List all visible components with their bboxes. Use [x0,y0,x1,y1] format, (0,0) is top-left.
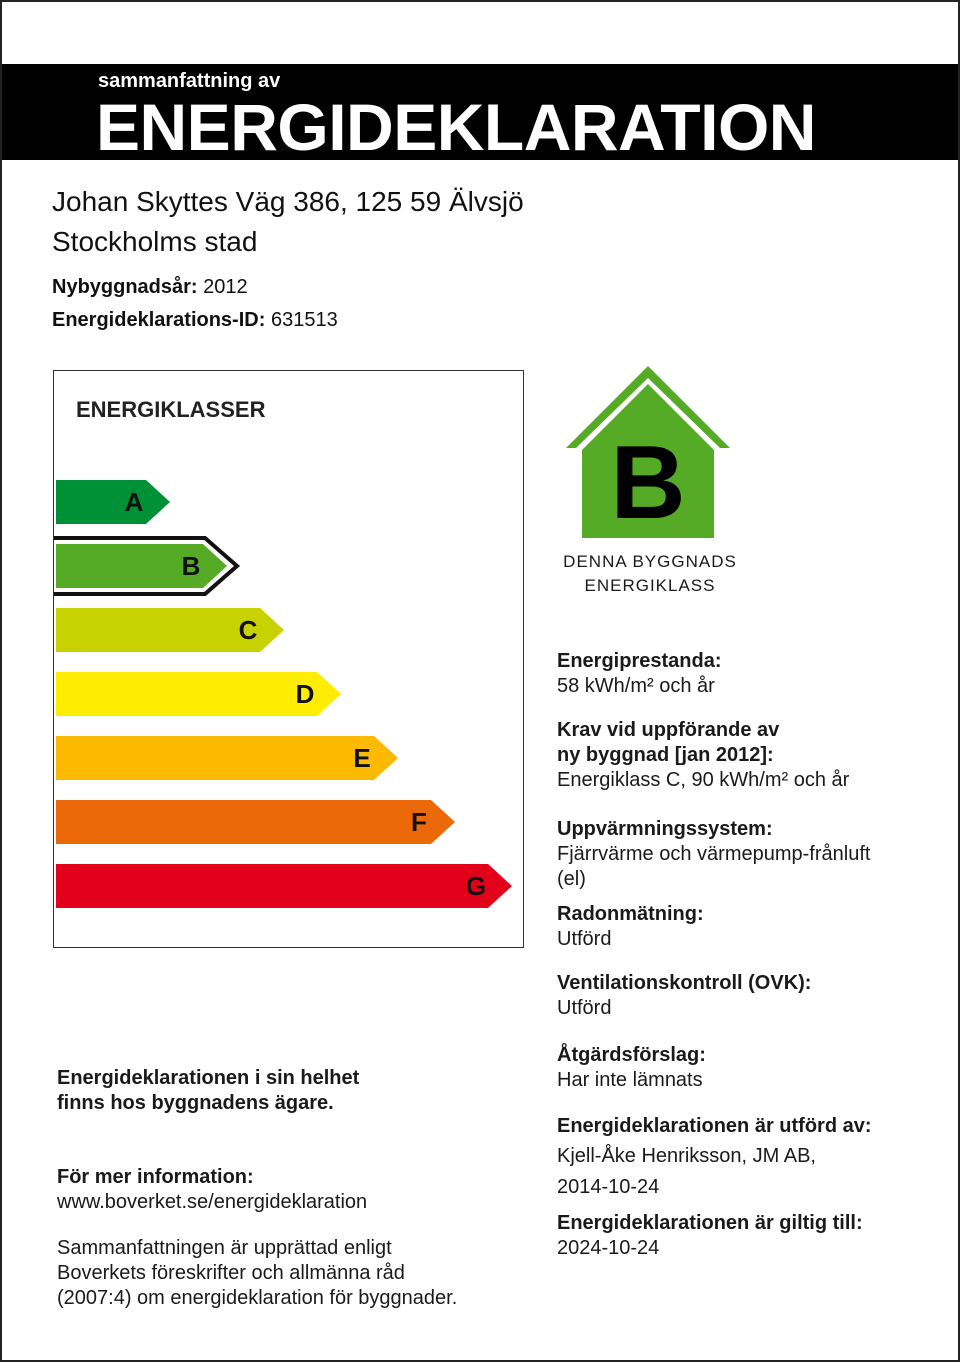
heating-value-line1: Fjärrvärme och värmepump-frånluft [557,843,871,865]
requirement-label-line1: Krav vid uppförande av [557,719,780,741]
ovk-value: Utförd [557,997,612,1019]
energy-class-letter-b: B [181,551,201,581]
valid-value: 2024-10-24 [557,1237,660,1259]
owner-note [57,1066,359,1116]
declaration-id [52,309,338,332]
build-year-label: Nybyggnadsår: [52,276,198,298]
badge-letter: B [610,425,686,541]
energy-class-letter-c: C [238,615,258,645]
energy-class-title: ENERGIKLASSER [76,397,266,422]
more-info-link[interactable]: www.boverket.se/energideklaration [57,1191,368,1213]
address-line2: Stockholms stad [52,226,258,257]
valid-until [557,1211,863,1261]
radon-value: Utförd [557,928,612,950]
owner-note-line2: finns hos byggnadens ägare. [57,1092,334,1114]
owner-note-line1: Energideklarationen i sin helhet [57,1067,360,1089]
energy-class-letter-a: A [124,487,144,517]
heating-label: Uppvärmningssystem: [557,818,773,840]
energy-class-bar-f [56,800,455,844]
performed-by [557,1114,872,1200]
header-subtitle: sammanfattning av [98,70,281,92]
measures-label: Åtgärdsförslag: [557,1044,706,1066]
requirement-label-line2: ny byggnad [jan 2012]: [557,744,774,766]
energy-performance-label: Energiprestanda: [557,650,722,672]
ventilation-control [557,971,811,1021]
energy-class-letter-d: D [295,679,315,709]
valid-label: Energideklarationen är giltig till: [557,1212,863,1234]
header-title: ENERGIDEKLARATION [96,90,816,164]
energy-class-bar-a [56,480,170,524]
energy-class-bars [54,371,525,949]
legal-note [57,1236,457,1311]
new-building-requirement [557,718,849,793]
heating-value-line2: (el) [557,868,586,890]
energy-class-bar-b [56,544,227,588]
legal-note-line2: Boverkets föreskrifter och allmänna råd [57,1262,405,1284]
radon-label: Radonmätning: [557,903,704,925]
badge-caption-line1: DENNA BYGGNADS [563,552,737,571]
legal-note-line3: (2007:4) om energideklaration för byggnader. [57,1287,458,1309]
declaration-id-value: 631513 [270,309,338,331]
build-year-value: 2012 [203,276,248,298]
address-line1: Johan Skyttes Väg 386, 125 59 Älvsjö [52,186,524,217]
ovk-label: Ventilationskontroll (OVK): [557,972,812,994]
measures-value: Har inte lämnats [557,1069,703,1091]
radon-measurement [557,902,704,952]
declaration-id-label: Energideklarations-ID: [52,309,266,331]
energy-class-letter-f: F [411,807,427,837]
more-info-label: För mer information: [57,1166,254,1188]
requirement-value: Energiklass C, 90 kWh/m² och år [557,769,850,791]
badge-caption-line2: ENERGIKLASS [584,576,716,595]
energy-class-letter-g: G [465,871,487,901]
performed-by-label: Energideklarationen är utförd av: [557,1115,872,1137]
house-icon [566,366,730,542]
energy-class-bar-e [56,736,398,780]
performed-date: 2014-10-24 [557,1176,660,1198]
energy-class-bars-svg [54,371,525,949]
build-year [52,276,248,299]
energy-class-bar-g [56,864,512,908]
more-info [57,1165,367,1215]
heating-system [557,817,870,892]
energy-class-letter-e: E [353,743,371,773]
legal-note-line1: Sammanfattningen är upprättad enligt [57,1237,392,1259]
performed-by-value: Kjell-Åke Henriksson, JM AB, [557,1145,816,1167]
measures-proposal [557,1043,706,1093]
energy-class-scale [53,370,524,948]
energy-class-badge [566,366,730,547]
header-banner [2,64,958,164]
energy-performance [557,649,721,699]
badge-caption [540,550,760,598]
energy-performance-value: 58 kWh/m² och år [557,675,715,697]
